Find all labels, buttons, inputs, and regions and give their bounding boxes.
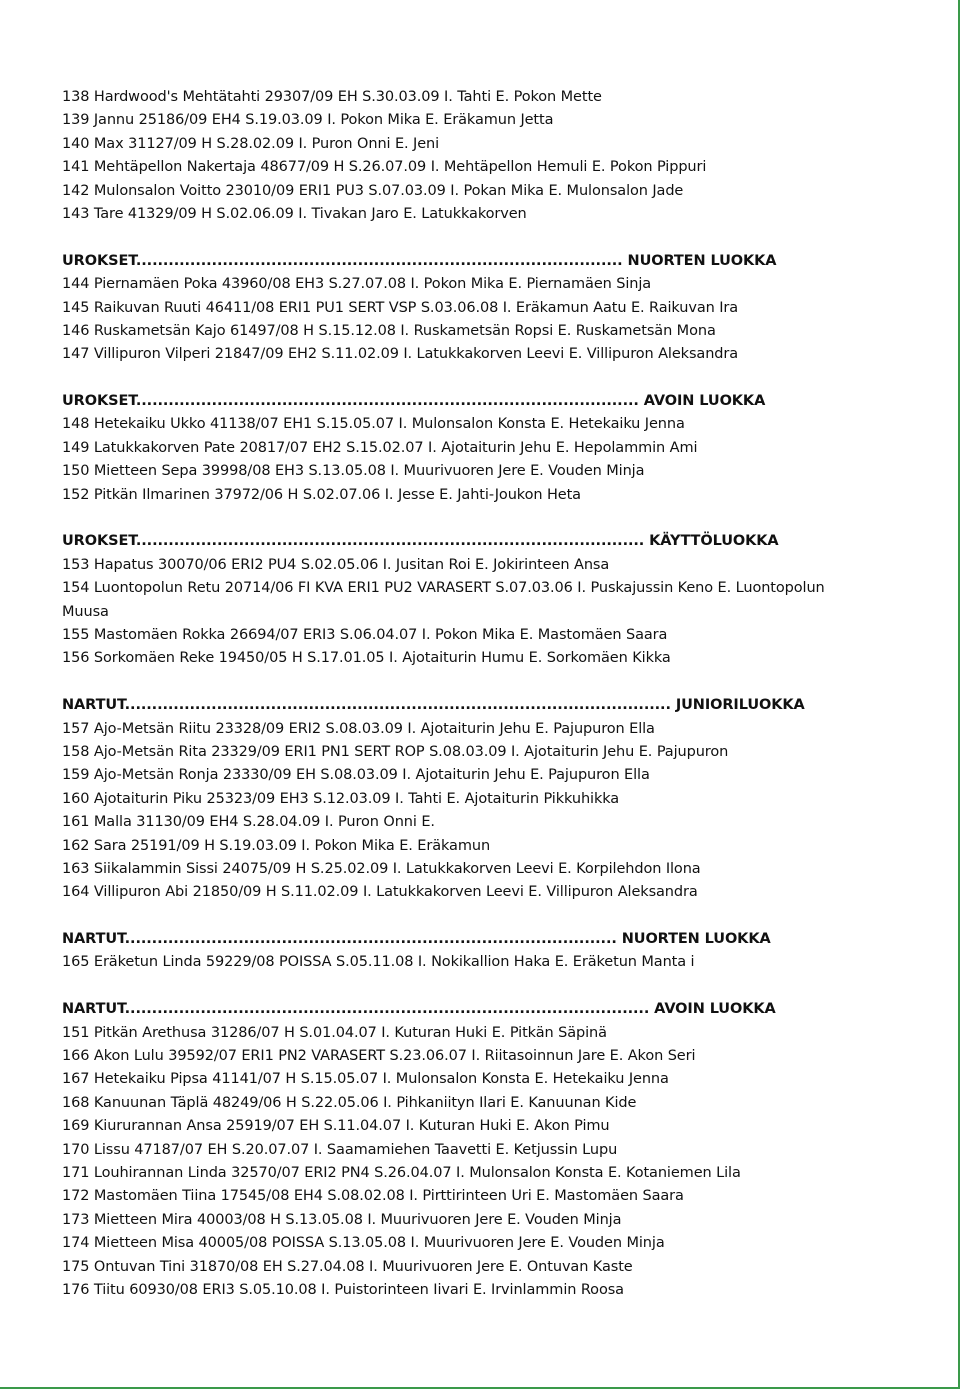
- section-spacer: [62, 671, 932, 694]
- entry-line: 170 Lissu 47187/07 EH S.20.07.07 I. Saamamiehen Taavetti E. Ketjussin Lupu: [62, 1141, 618, 1158]
- entry-line: 150 Mietteen Sepa 39998/08 EH3 S.13.05.08 I. Muurivuoren Jere E. Vouden Minja: [62, 463, 645, 480]
- section-spacer: [62, 905, 932, 928]
- entry-line: 160 Ajotaiturin Piku 25323/09 EH3 S.12.03.09 I. Tahti E. Ajotaiturin Pikkuhikka: [62, 790, 620, 807]
- results-list: [62, 86, 932, 1302]
- entry-line: 145 Raikuvan Ruuti 46411/08 ERI1 PU1 SERT VSP S.03.06.08 I. Eräkamun Aatu E. Raikuvan Ira: [62, 299, 739, 316]
- entry-line: 139 Jannu 25186/09 EH4 S.19.03.09 I. Pokon Mika E. Eräkamun Jetta: [62, 112, 554, 129]
- entry-line: 149 Latukkakorven Pate 20817/07 EH2 S.15.02.07 I. Ajotaiturin Jehu E. Hepolammin Ami: [62, 439, 698, 456]
- entry-line: 147 Villipuron Vilperi 21847/09 EH2 S.11.02.09 I. Latukkakorven Leevi E. Villipuron Aleksandra: [62, 346, 739, 363]
- entry-line: 140 Max 31127/09 H S.28.02.09 I. Puron Onni E. Jeni: [62, 135, 440, 152]
- entry-line: 163 Siikalammin Sissi 24075/09 H S.25.02.09 I. Latukkakorven Leevi E. Korpilehdon Ilona: [62, 860, 701, 877]
- section-heading: NARTUT........................................................................................... NUORTEN LUOKKA: [62, 931, 771, 948]
- entry-line: 176 Tiitu 60930/08 ERI3 S.05.10.08 I. Puistorinteen Iivari E. Irvinlammin Roosa: [62, 1281, 624, 1298]
- entry-line: 168 Kanuunan Täplä 48249/06 H S.22.05.06 I. Pihkaniityn Ilari E. Kanuunan Kide: [62, 1094, 637, 1111]
- entry-line: 175 Ontuvan Tini 31870/08 EH S.27.04.08 I. Muurivuoren Jere E. Ontuvan Kaste: [62, 1258, 633, 1275]
- section-spacer: [62, 226, 932, 249]
- entry-line: 173 Mietteen Mira 40003/08 H S.13.05.08 I. Muurivuoren Jere E. Vouden Minja: [62, 1211, 622, 1228]
- entry-line: 162 Sara 25191/09 H S.19.03.09 I. Pokon Mika E. Eräkamun: [62, 837, 491, 854]
- entry-line: 166 Akon Lulu 39592/07 ERI1 PN2 VARASERT S.23.06.07 I. Riitasoinnun Jare E. Akon Seri: [62, 1048, 696, 1065]
- section-spacer: [62, 367, 932, 390]
- section-heading: NARTUT..................................................................................................... JUNIORILUOKKA: [62, 697, 805, 714]
- entry-line: 143 Tare 41329/09 H S.02.06.09 I. Tivakan Jaro E. Latukkakorven: [62, 205, 527, 222]
- entry-line: Muusa: [62, 603, 109, 620]
- entry-line: 146 Ruskametsän Kajo 61497/08 H S.15.12.08 I. Ruskametsän Ropsi E. Ruskametsän Mona: [62, 322, 716, 339]
- section-heading: UROKSET.......................................................................................... NUORTEN LUOKKA: [62, 252, 777, 269]
- entry-line: 171 Louhirannan Linda 32570/07 ERI2 PN4 S.26.04.07 I. Mulonsalon Konsta E. Kotaniemen Lila: [62, 1164, 741, 1181]
- entry-line: 142 Mulonsalon Voitto 23010/09 ERI1 PU3 S.07.03.09 I. Pokan Mika E. Mulonsalon Jade: [62, 182, 684, 199]
- entry-line: 174 Mietteen Misa 40005/08 POISSA S.13.05.08 I. Muurivuoren Jere E. Vouden Minja: [62, 1235, 665, 1252]
- section-spacer: [62, 507, 932, 530]
- entry-line: 167 Hetekaiku Pipsa 41141/07 H S.15.05.07 I. Mulonsalon Konsta E. Hetekaiku Jenna: [62, 1071, 669, 1088]
- entry-line: 172 Mastomäen Tiina 17545/08 EH4 S.08.02.08 I. Pirttirinteen Uri E. Mastomäen Saara: [62, 1188, 684, 1205]
- entry-line: 153 Hapatus 30070/06 ERI2 PU4 S.02.05.06 I. Jusitan Roi E. Jokirinteen Ansa: [62, 556, 610, 573]
- entry-line: 158 Ajo-Metsän Rita 23329/09 ERI1 PN1 SERT ROP S.08.03.09 I. Ajotaiturin Jehu E. Pajupuron: [62, 743, 729, 760]
- entry-line: 164 Villipuron Abi 21850/09 H S.11.02.09 I. Latukkakorven Leevi E. Villipuron Aleksandra: [62, 884, 698, 901]
- entry-line: 138 Hardwood's Mehtätahti 29307/09 EH S.30.03.09 I. Tahti E. Pokon Mette: [62, 89, 602, 105]
- entry-line: 155 Mastomäen Rokka 26694/07 ERI3 S.06.04.07 I. Pokon Mika E. Mastomäen Saara: [62, 626, 668, 643]
- section-heading: NARTUT................................................................................................. AVOIN LUOKKA: [62, 1001, 776, 1018]
- section-spacer: [62, 975, 932, 998]
- entry-line: 161 Malla 31130/09 EH4 S.28.04.09 I. Puron Onni E.: [62, 814, 435, 831]
- section-heading: UROKSET............................................................................................. AVOIN LUOKKA: [62, 393, 766, 410]
- entry-line: 165 Eräketun Linda 59229/08 POISSA S.05.11.08 I. Nokikallion Haka E. Eräketun Manta i: [62, 954, 695, 971]
- section-heading: UROKSET.............................................................................................. KÄYTTÖLUOKKA: [62, 533, 779, 550]
- entry-line: 154 Luontopolun Retu 20714/06 FI KVA ERI1 PU2 VARASERT S.07.03.06 I. Puskajussin Keno E. Luontopolun: [62, 580, 825, 597]
- entry-line: 156 Sorkomäen Reke 19450/05 H S.17.01.05 I. Ajotaiturin Humu E. Sorkomäen Kikka: [62, 650, 671, 667]
- entry-line: 151 Pitkän Arethusa 31286/07 H S.01.04.07 I. Kuturan Huki E. Pitkän Säpinä: [62, 1024, 607, 1041]
- entry-line: 169 Kiururannan Ansa 25919/07 EH S.11.04.07 I. Kuturan Huki E. Akon Pimu: [62, 1118, 610, 1135]
- entry-line: 148 Hetekaiku Ukko 41138/07 EH1 S.15.05.07 I. Mulonsalon Konsta E. Hetekaiku Jenna: [62, 416, 685, 433]
- entry-line: 141 Mehtäpellon Nakertaja 48677/09 H S.26.07.09 I. Mehtäpellon Hemuli E. Pokon Pippuri: [62, 159, 707, 176]
- entry-line: 157 Ajo-Metsän Riitu 23328/09 ERI2 S.08.03.09 I. Ajotaiturin Jehu E. Pajupuron Ella: [62, 720, 655, 737]
- entry-line: 144 Piernamäen Poka 43960/08 EH3 S.27.07.08 I. Pokon Mika E. Piernamäen Sinja: [62, 276, 652, 293]
- entry-line: 152 Pitkän Ilmarinen 37972/06 H S.02.07.06 I. Jesse E. Jahti-Joukon Heta: [62, 486, 581, 503]
- entry-line: 159 Ajo-Metsän Ronja 23330/09 EH S.08.03.09 I. Ajotaiturin Jehu E. Pajupuron Ella: [62, 767, 650, 784]
